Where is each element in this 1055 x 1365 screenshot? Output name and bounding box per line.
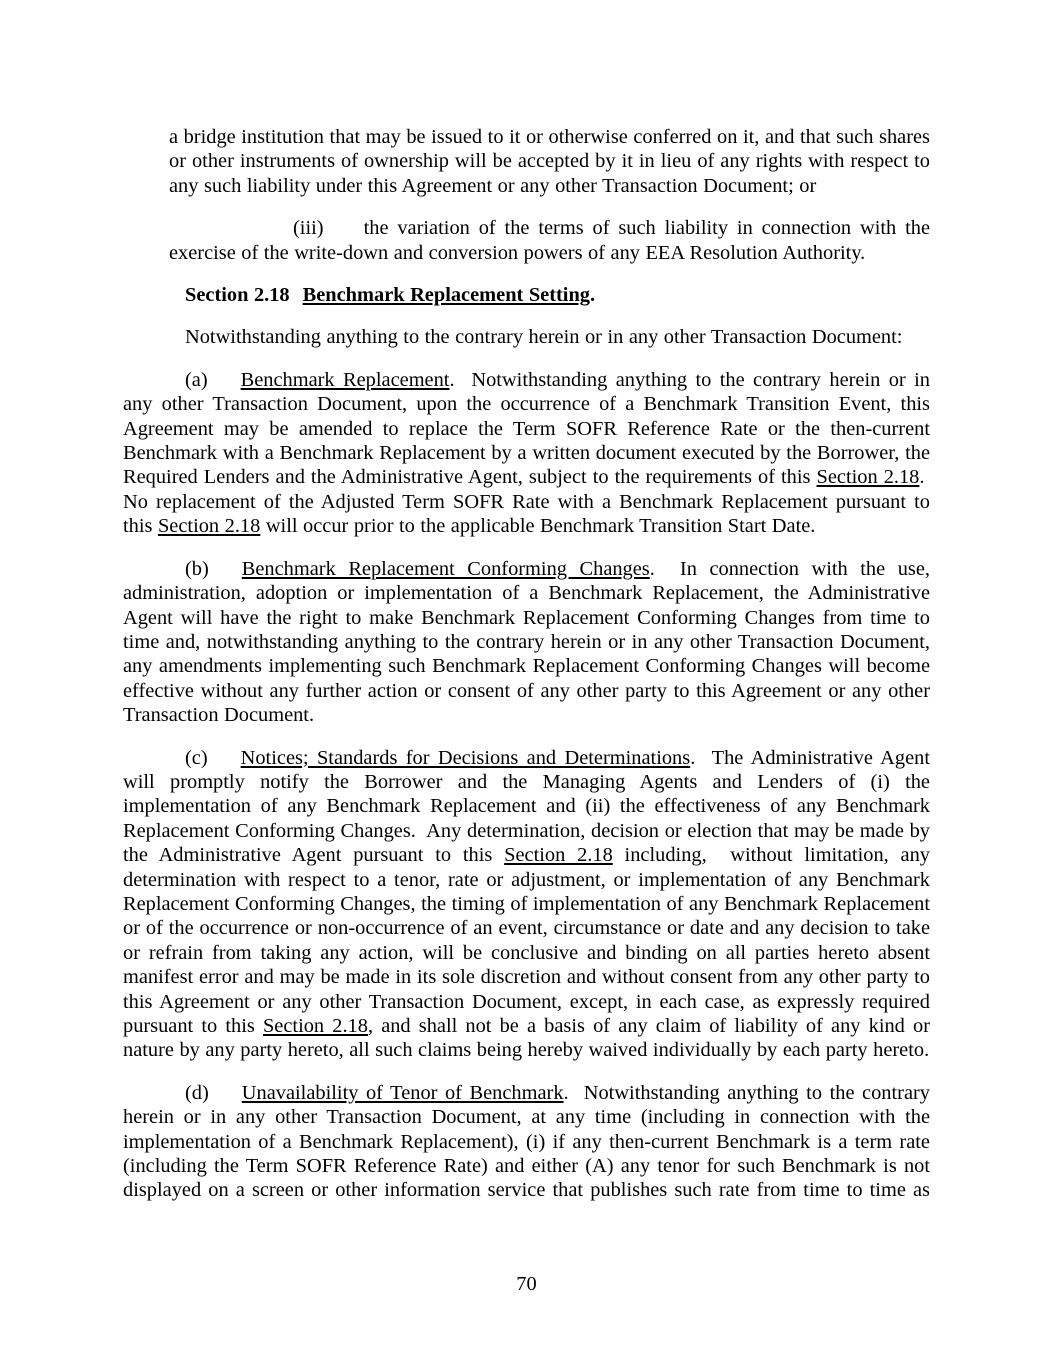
text-run: , and shall not be a basis of any claim of liability of any kind or nature by any party hereto, all such claims being hereby waived individually by each party hereto. <box>123 1015 930 1062</box>
underlined-phrase: Section 2.18 <box>157 515 261 538</box>
underlined-phrase: Notices; Standards for Decisions and Determinations <box>240 746 691 769</box>
text-run: . No replacement of the Adjusted Term SOFR Rate with a Benchmark Replacement pursuant to this <box>123 466 930 538</box>
underlined-phrase: Benchmark Replacement Setting <box>302 284 591 307</box>
document-body <box>123 125 930 1221</box>
text-run: (d) <box>185 1081 209 1104</box>
paragraph-continuation-clause <box>169 125 930 198</box>
text-run: will occur prior to the applicable Benchmark Transition Start Date. <box>260 515 816 538</box>
text-run: . In connection with the use, administration, adoption or implementation of a Benchmark Replacement, the Administrative Agent will have the right to make Benchmark Replacement Conforming Changes from time to time and, notwithstanding anything to the contrary herein or in any other Transaction Document, any amendments implementing such Benchmark Replacement Conforming Changes will become effective without any further action or consent of any other party to this Agreement or any other Transaction Document. <box>123 557 930 727</box>
underlined-phrase: Benchmark Replacement Conforming Changes <box>241 557 650 580</box>
paragraph-subsection-c <box>123 746 930 1063</box>
underlined-phrase: Unavailability of Tenor of Benchmark <box>241 1081 564 1104</box>
underlined-phrase: Section 2.18 <box>262 1015 368 1037</box>
text-run: Section 2.18 <box>185 284 290 307</box>
text-run: (c) <box>185 746 208 769</box>
paragraph-subsection-d <box>123 1081 930 1203</box>
paragraph-subsection-a <box>123 368 930 539</box>
text-run: . <box>590 284 596 307</box>
paragraph-clause-iii <box>169 216 930 265</box>
text-run: . Notwithstanding anything to the contrary herein or in any other Transaction Document, upon the occurrence of a Benchmark Transition Event, this Agreement may be amended to replace the Term SOFR Reference Rate or the then-current Benchmark with a Benchmark Replacement by a written document executed by the Borrower, the Required Lenders and the Administrative Agent, subject to the requirements of this <box>123 368 930 489</box>
text-run: . Notwithstanding anything to the contrary herein or in any other Transaction Document, at any time (including in connection with the implementation of a Benchmark Replacement), (i) if any then-current Benchmark is a term rate (including the Term SOFR Reference Rate) and either (A) any tenor for such Benchmark is not displayed on a screen or other information service that publishes such rate from time to time as <box>123 1081 930 1202</box>
text-run: . The Administrative Agent will promptly notify the Borrower and the Managing Agents and Lenders of (i) the implementation of any Benchmark Replacement and (ii) the effectiveness of any Benchmark Replacement Conforming Changes. Any determination, decision or election that may be made by the Administrative Agent pursuant to this <box>123 746 930 867</box>
paragraph-subsection-b <box>123 557 930 728</box>
text-run: (a) <box>185 368 208 391</box>
paragraph-intro <box>123 325 930 349</box>
text-run: including, without limitation, any determination with respect to a tenor, rate or adjustment, or implementation of any Benchmark Replacement Conforming Changes, the timing of implementation of any Benchmark Replacement or of the occurrence or non-occurrence of an event, circumstance or date and any decision to take or refrain from taking any action, will be conclusive and binding on all parties hereto absent manifest error and may be made in its sole discretion and without consent from any other party to this Agreement or any other Transaction Document, except, in each case, as expressly required pursuant to this <box>123 844 930 1037</box>
page-number: 70 <box>516 1273 537 1295</box>
text-run: a bridge institution that may be issued to it or otherwise conferred on it, and that such shares or other instruments of ownership will be accepted by it in lieu of any rights with respect to any such liability under this Agreement or any other Transaction Document; or <box>169 126 930 197</box>
section-heading <box>123 283 930 307</box>
text-run: (iii) <box>293 217 324 240</box>
text-run: the variation of the terms of such liability in connection with the exercise of the write-down and conversion powers of any EEA Resolution Authority. <box>169 217 930 264</box>
underlined-phrase: Benchmark Replacement <box>240 368 450 391</box>
text-run: (b) <box>185 557 209 580</box>
underlined-phrase: Section 2.18 <box>504 844 613 867</box>
underlined-phrase: Section 2.18 <box>816 466 920 489</box>
text-run: Notwithstanding anything to the contrary herein or in any other Transaction Document: <box>185 326 903 349</box>
